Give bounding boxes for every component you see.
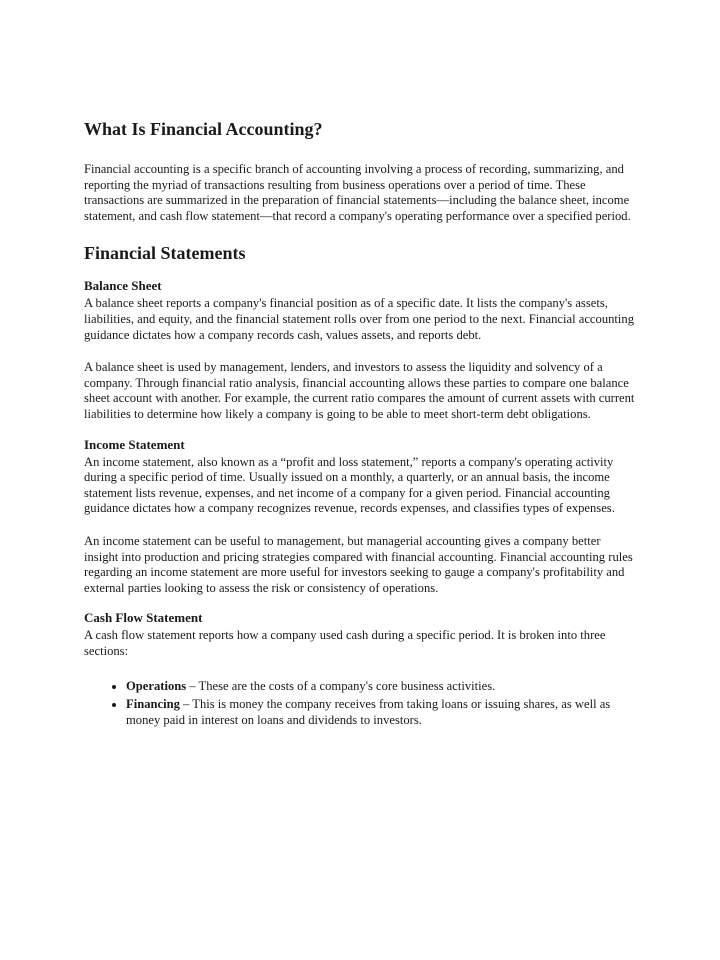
cash-flow-heading: Cash Flow Statement: [84, 610, 203, 626]
cash-flow-sections-list: [84, 679, 636, 728]
cash-flow-paragraph: A cash flow statement reports how a company used cash during a specific period. It is broken into three sections:: [84, 628, 606, 658]
intro-paragraph: Financial accounting is a specific branch of accounting involving a process of recording, summarizing, and reporting the myriad of transactions resulting from business operations over a period of time. These transactions are summarized in the preparation of financial statements—including the balance sheet, income statement, and cash flow statement—that record a company's operating performance over a specified period.: [84, 162, 631, 223]
balance-sheet-heading: Balance Sheet: [84, 278, 162, 294]
list-item-term: Operations: [126, 679, 187, 694]
list-item: [126, 679, 636, 695]
list-item-text: – These are the costs of a company's core business activities.: [186, 679, 496, 694]
income-statement-heading: Income Statement: [84, 436, 185, 452]
balance-sheet-paragraph-2: A balance sheet is used by management, lenders, and investors to assess the liquidity and solvency of a company. Through financial ratio analysis, financial accounting allows these parties to compare one balance sheet account with another. For example, the current ratio compares the amount of current assets with current liabilities to determine how likely a company is going to be able to meet short-term debt obligations.: [84, 360, 635, 421]
section-title: Financial Statements: [84, 243, 246, 264]
list-item-text: – This is money the company receives from taking loans or issuing shares, as well as money paid in interest on loans and dividends to investors.: [126, 697, 611, 727]
document-page: [84, 118, 636, 730]
page-title: What Is Financial Accounting?: [84, 119, 323, 139]
list-item-term: Financing: [126, 697, 180, 712]
income-statement-paragraph-2: An income statement can be useful to management, but managerial accounting gives a company better insight into production and pricing strategies compared with financial accounting. Financial accounting rules regarding an income statement are more useful for investors seeking to gauge a company's profitability and external parties looking to assess the risk or consistency of operations.: [84, 533, 633, 595]
balance-sheet-paragraph-1: A balance sheet reports a company's financial position as of a specific date. It lists the company's assets, liabilities, and equity, and the financial statement rolls over from one period to the next. Financial accounting guidance dictates how a company records cash, values assets, and reports debt.: [84, 296, 634, 342]
list-item: [126, 697, 636, 728]
income-statement-paragraph-1: An income statement, also known as a “profit and loss statement,” reports a company's operating activity during a specific period of time. Usually issued on a monthly, a quarterly, or an annual basis, the income statement lists revenue, expenses, and net income of a company for a given period. Financial accounting guidance dictates how a company recognizes revenue, records expenses, and classifies types of expenses.: [84, 454, 615, 516]
